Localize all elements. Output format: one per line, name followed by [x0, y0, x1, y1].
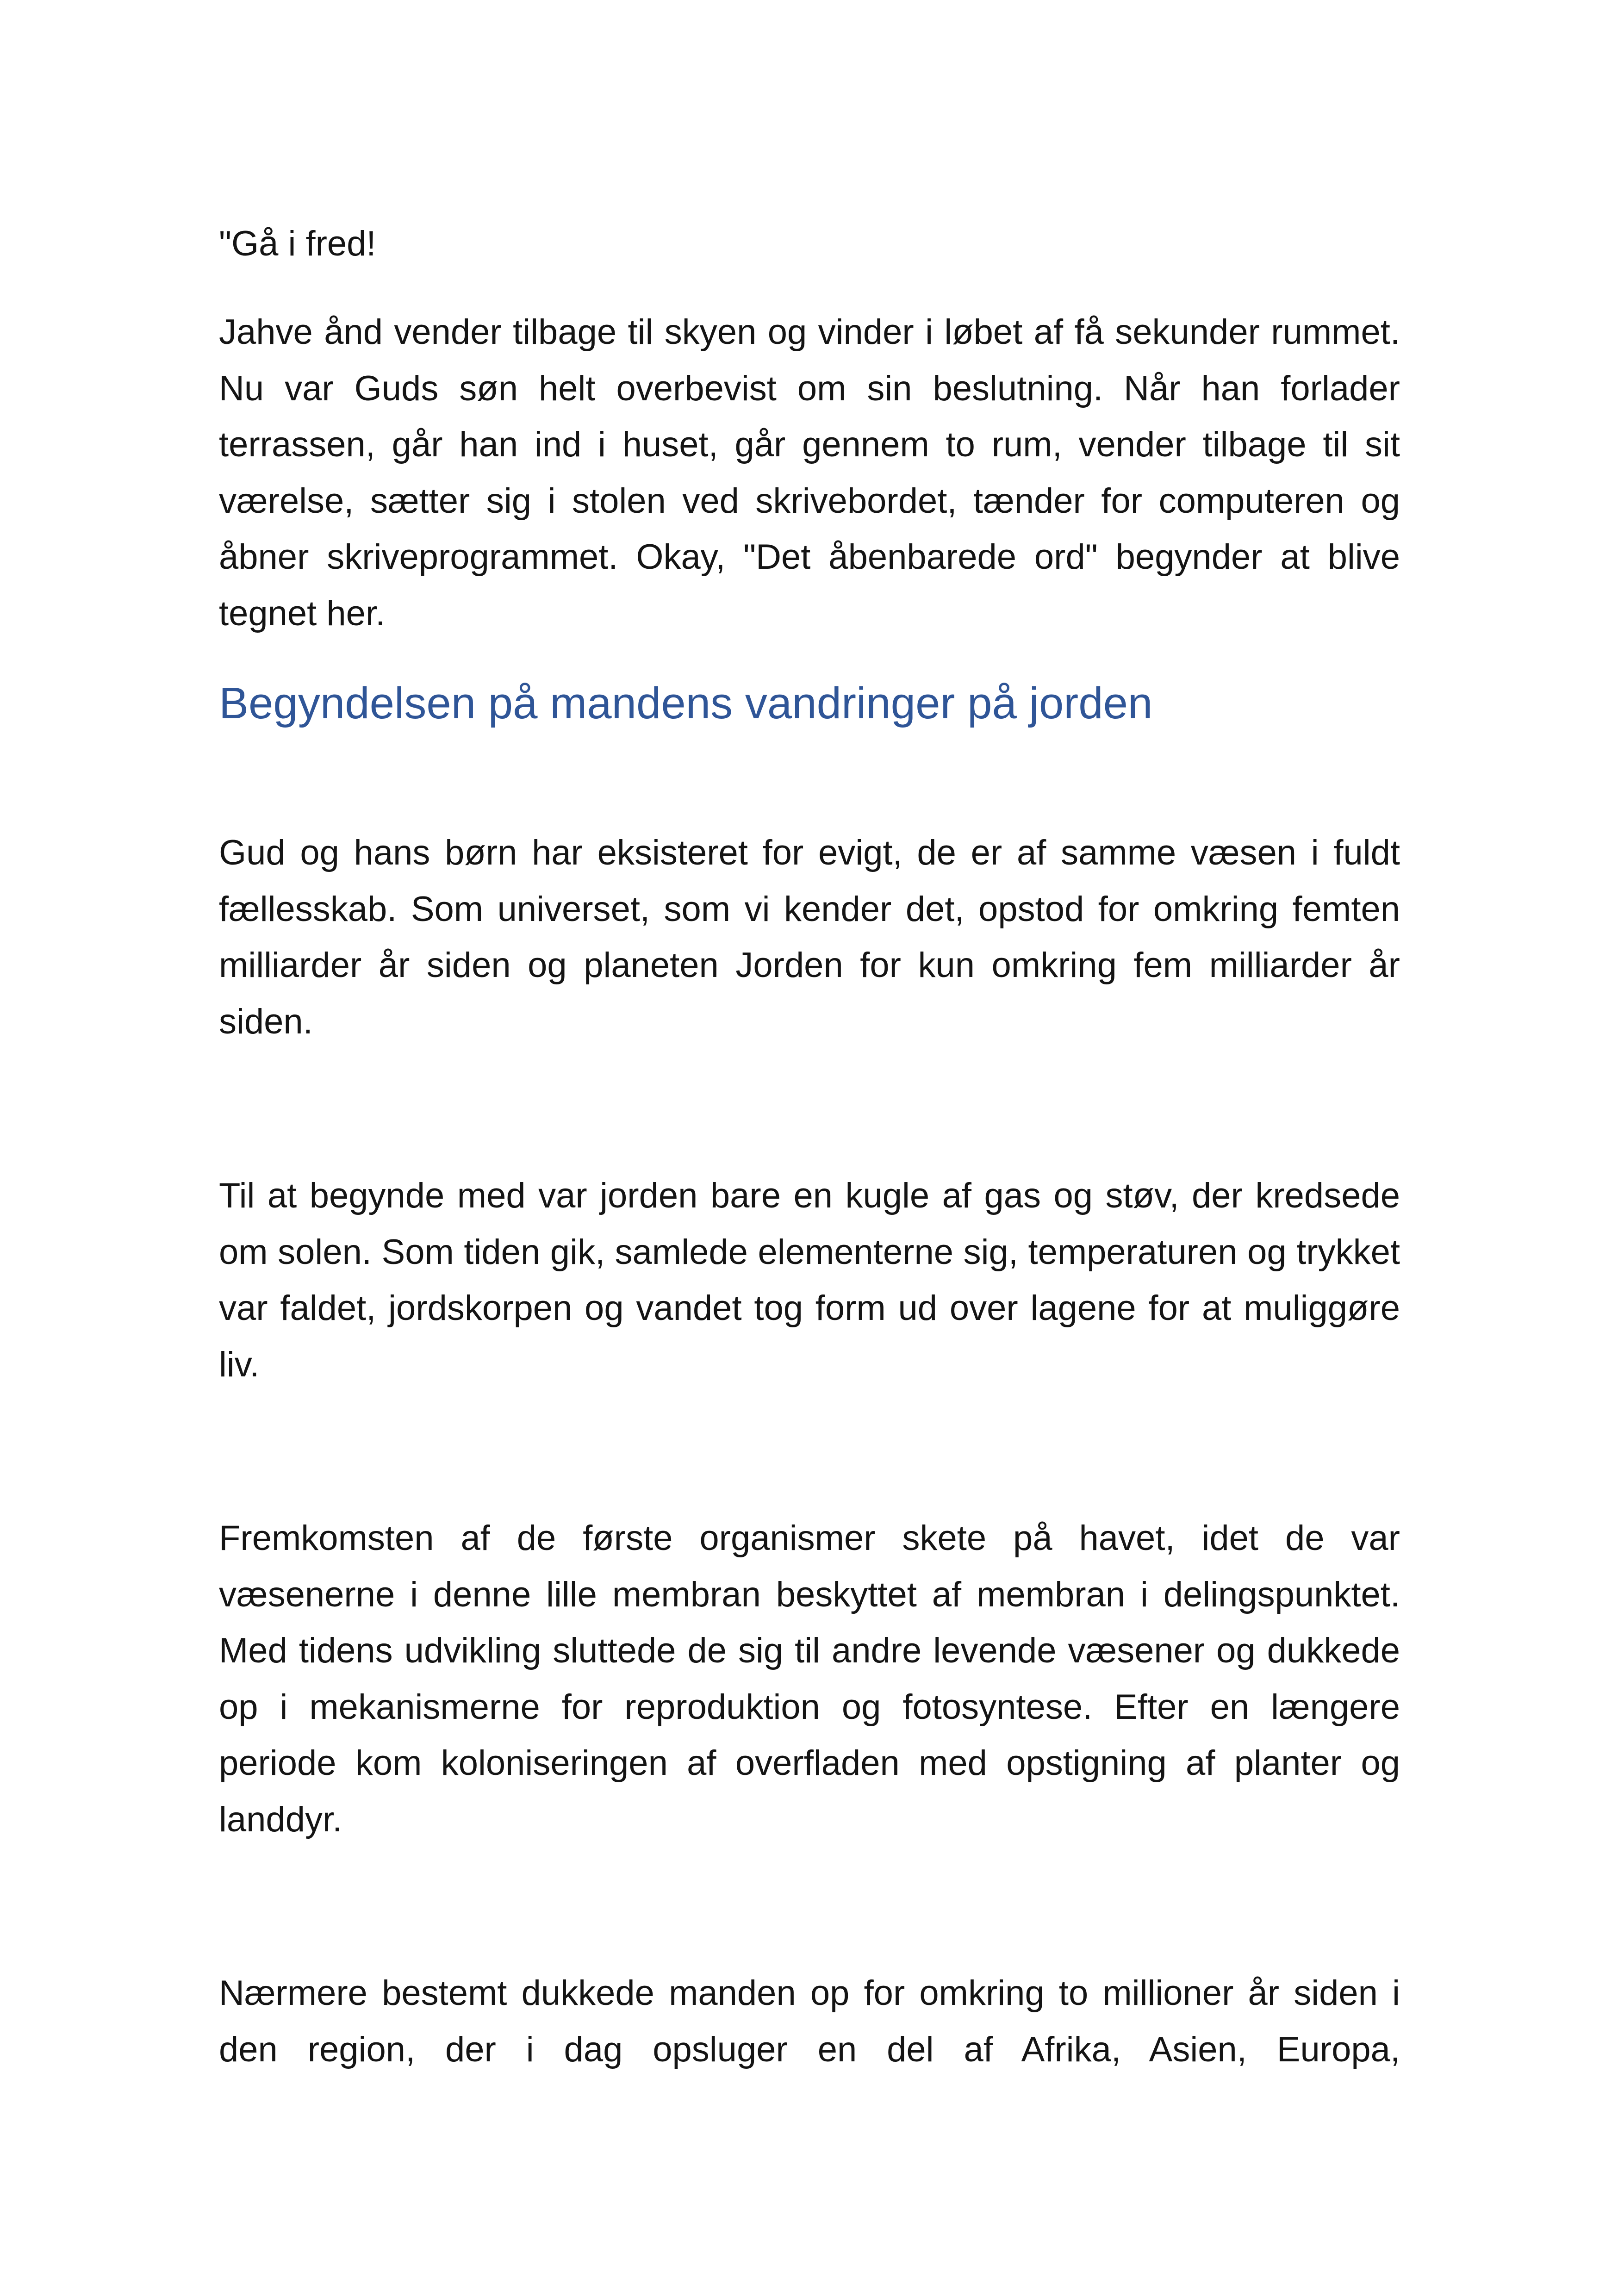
paragraph-jahve: Jahve ånd vender tilbage til skyen og vinder i løbet af få sekunder rummet. Nu var Guds søn helt overbevist om sin beslutning. Når han forlader terrassen, går han ind i huset, går gennem to rum, vender tilbage til sit værelse, sætter sig i stolen ved skrivebordet, tænder for computeren og åbner skriveprogrammet. Okay, "Det åbenbarede ord" begynder at blive tegnet her.: [219, 312, 1400, 633]
section-heading: Begyndelsen på mandens vandringer på jorden: [219, 678, 1153, 728]
paragraph-gud: Gud og hans børn har eksisteret for evigt, de er af samme væsen i fuldt fællesskab. Som universet, som vi kender det, opstod for omkring femten milliarder år siden og planeten Jorden for kun omkring fem milliarder år siden.: [219, 833, 1400, 1041]
paragraph-manden: Nærmere bestemt dukkede manden op for omkring to millioner år siden i den region, der i dag opsluger en del af Afrika, Asien, Europa,: [219, 1973, 1400, 2069]
paragraph-organismer: Fremkomsten af de første organismer skete på havet, idet de var væsenerne i denne lille membran beskyttet af membran i delingspunktet. Med tidens udvikling sluttede de sig til andre levende væsener og dukkede op i mekanismerne for reproduktion og fotosyntese. Efter en længere periode kom koloniseringen af overfladen med opstigning af planter og landdyr.: [219, 1518, 1400, 1839]
paragraph-jorden: Til at begynde med var jorden bare en kugle af gas og støv, der kredsede om solen. Som tiden gik, samlede elementerne sig, temperaturen og trykket var faldet, jordskorpen og vandet tog form ud over lagene for at muliggøre liv.: [219, 1176, 1400, 1384]
paragraph-intro: "Gå i fred!: [219, 224, 376, 263]
